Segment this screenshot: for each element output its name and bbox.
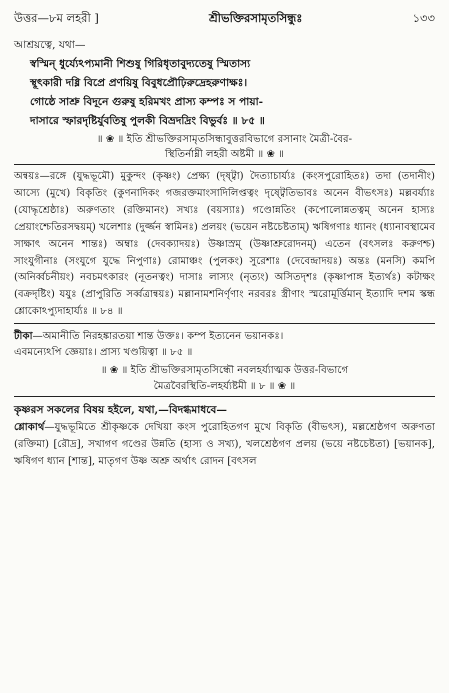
tika-commentary [14, 328, 435, 361]
tika-line: এবমন্যেঽপি জ্ঞেয়াঃ। প্রাস্য খণ্ডয়িত্বা ॥ ৮৫ ॥ [14, 347, 193, 359]
chapter-indicator: উত্তর—৮ম লহরী ] [14, 11, 99, 25]
page-number: ১৩৩ [412, 11, 435, 25]
verse-intro: আশ্রয়ত্বে, যথা— [14, 39, 86, 51]
colophon-line: মৈত্রবৈরস্থিতি-লহর্য্যষ্টমী ॥ ৮ ॥ ❀ ॥ [153, 380, 296, 392]
colophon-line: স্থিতির্নাম্নী লহরী অষ্টমী ॥ ❀ ॥ [164, 149, 284, 160]
section-divider [14, 323, 435, 324]
page-header [14, 10, 435, 36]
verse-block [14, 36, 435, 131]
anvaya-paragraph: অন্বয়ঃ—রঙ্গে (যুদ্ধভূমৌ) মুকুন্দং (কৃষ্ণং) প্রেক্ষ্য (দৃষ্ট্বা) দৈত্যাচার্য্যঃ (কংসপুরোহিতঃ) তদা (তদানীং) আস্যে (মুখে) বিকৃতিং (কুণনাদিকং গজরক্তমাংসাদিলিপ্তত্বং দৃষ্ট্বেতিভাবঃ অনেন বীভৎসঃ) মল্লবর্য্যাঃ (যোদ্ধৃশ্রেষ্ঠাঃ) অরুণতাং (রক্তিমানং) সখ্যঃ (বয়স্যাঃ) গণ্ডোন্নতিং (কপোলোন্নতত্বম্‌ অনেন হাস্যঃ প্রেয়াংশ্চেতিরসদ্বয়ম্‌) খলেশাঃ (দুর্জ্জন স্বামিনঃ) প্রলয়ং (ভয়েন নষ্টচেষ্টতাম্‌) ঋষিগণাঃ ধ্যানং (ধ্যানাবস্থামেব সাক্ষাৎ অনেন শান্তঃ) অম্বাঃ (দেবক্যাদয়ঃ) উষ্ণাস্রম্‌ (উষ্ণাশ্রুরোদনম্‌) এতেন (বৎসলঃ করুণশ্চ) সাংযুগীনাঃ (সংযুগে যুদ্ধে নিপুণাঃ) রোমাঞ্চং (পুলকং) সুরেশাঃ (দেবেন্দ্রাদয়ঃ) অন্তঃ (মনসি) কমপি (অনির্ব্বচনীয়ং) নবচমৎকারং (নূতনত্বং) দাসাঃ লাস্যং (নৃত্যং) অসিতদৃশঃ (কৃষ্ণাপাঙ্গ ইত্যর্থঃ) কটাক্ষং (বক্রদৃষ্টিং) যযুঃ (প্রাপুরিতি সর্ব্বত্রান্বয়ঃ) মল্লানামশনির্ণৃণাং নরবরঃ স্ত্রীণাং স্মরোমূর্ত্তিমান্‌ ইত্যাদি দশম স্কন্ধ শ্লোকোঽপ্যুদাহার্য্যঃ ॥ ৮৪ ॥ [14, 171, 435, 318]
tika-line: —অমানীতি নিরহঙ্কারতয়া শান্ত উক্তঃ। কম্প ইত্যনেন ভয়ানকঃ। [32, 331, 284, 343]
verse-line: দাসারে স্ফারদৃষ্টির্যুবতিষু পুলকী বিভ্রদদ্রিং বিভুর্বঃ ॥ ৮৫ ॥ [30, 115, 265, 127]
colophon-line: ॥ ❀ ॥ ইতি শ্রীভক্তিরসামৃতসিন্ধাবুত্তরবিভাগে রসানাং মৈত্রী-বৈর- [96, 134, 353, 145]
example-heading: কৃষ্ণরস সকলের বিষয় হইলে, যথা,—বিদগ্ধমাধবে— [14, 404, 228, 417]
section-divider [14, 164, 435, 165]
section-colophon [14, 363, 435, 394]
verse-line: গোষ্ঠে সাশ্রু বিদূনে গুরুষু হরিমখং প্রাস্য কম্পঃ স পায়া- [30, 96, 264, 108]
verse-line: স্বস্মিন্‌ ধুর্য্যেঽপ্যমানী শিশুষু গিরিধৃতাবুদ্যতেষু স্মিতাস্য [30, 58, 251, 70]
tika-label: টীকা [14, 330, 33, 343]
colophon-line: ॥ ❀ ॥ ইতি শ্রীভক্তিরসামৃতসিন্ধৌ নবলহর্য্যাত্মক উত্তর-বিভাগে [100, 365, 349, 377]
shloka-text: —যুদ্ধভূমিতে শ্রীকৃষ্ণকে দেখিয়া কংস পুরোহিতগণ মুখে বিকৃতি (বীভৎস), মল্লশ্রেষ্ঠগণ অরুণতা (রক্তিমা) [রৌদ্র], সখাগণ গণ্ডের উন্নতি (হাস্য ও সখ্য), খলশ্রেষ্ঠগণ প্রলয় (ভয়ে নষ্টচেষ্টতা) [ভয়ানক], ঋষিগণ ধ্যান [শান্ত], মাতৃগণ উষ্ণ অশ্রু অর্থাৎ রোদন [বৎসল [14, 422, 435, 467]
shloka-meaning [14, 419, 435, 470]
shloka-label: শ্লোকার্থ [14, 421, 45, 434]
section-divider [14, 396, 435, 397]
running-title: শ্রীভক্তিরসামৃতসিন্ধুঃ [209, 11, 303, 25]
chapter-colophon [14, 132, 435, 162]
verse-line: স্থূৎকারী দধ্নি বিপ্রে প্রণয়িষু বিবুধপ্রৌঢ়িরুদ্রেহরুণাক্ষঃ। [30, 77, 248, 89]
